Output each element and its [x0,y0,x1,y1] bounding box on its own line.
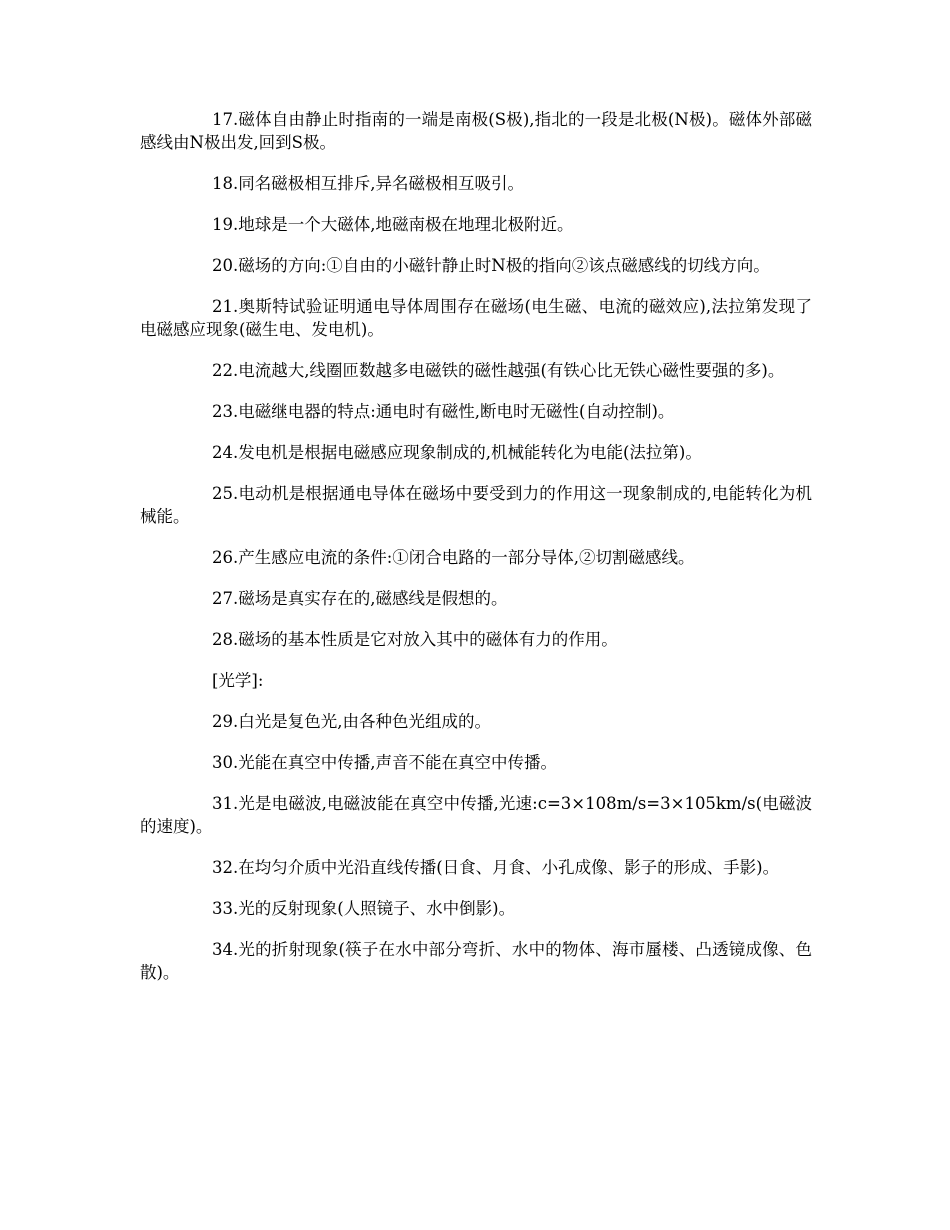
paragraph-33: 33.光的反射现象(人照镜子、水中倒影)。 [212,899,516,918]
paragraph-21: 21.奥斯特试验证明通电导体周围存在磁场(电生磁、电流的磁效应),法拉第发现了电磁感应现象(磁生电、发电机)。 [140,297,812,339]
paragraph-23: 23.电磁继电器的特点:通电时有磁性,断电时无磁性(自动控制)。 [212,402,675,421]
paragraph-22: 22.电流越大,线圈匝数越多电磁铁的磁性越强(有铁心比无铁心磁性要强的多)。 [212,361,785,380]
paragraph-28: 28.磁场的基本性质是它对放入其中的磁体有力的作用。 [212,630,618,649]
paragraph-20: 20.磁场的方向:①自由的小磁针静止时N极的指向②该点磁感线的切线方向。 [212,256,770,275]
paragraph-30: 30.光能在真空中传播,声音不能在真空中传播。 [212,753,557,772]
document-page [140,108,812,1002]
paragraph-34: 34.光的折射现象(筷子在水中部分弯折、水中的物体、海市蜃楼、凸透镜成像、色散)。 [140,940,812,982]
section-heading-optics: [光学]: [212,671,264,690]
paragraph-26: 26.产生感应电流的条件:①闭合电路的一部分导体,②切割磁感线。 [212,548,695,567]
paragraph-19: 19.地球是一个大磁体,地磁南极在地理北极附近。 [212,215,574,234]
paragraph-32: 32.在均匀介质中光沿直线传播(日食、月食、小孔成像、影子的形成、手影)。 [212,858,780,877]
paragraph-31: 31.光是电磁波,电磁波能在真空中传播,光速:c=3×108m/s=3×105km/s(电磁波的速度)。 [140,794,812,836]
paragraph-25: 25.电动机是根据通电导体在磁场中要受到力的作用这一现象制成的,电能转化为机械能。 [140,484,812,526]
paragraph-17: 17.磁体自由静止时指南的一端是南极(S极),指北的一段是北极(N极)。磁体外部磁感线由N极出发,回到S极。 [140,110,812,152]
paragraph-24: 24.发电机是根据电磁感应现象制成的,机械能转化为电能(法拉第)。 [212,443,702,462]
paragraph-18: 18.同名磁极相互排斥,异名磁极相互吸引。 [212,174,524,193]
paragraph-29: 29.白光是复色光,由各种色光组成的。 [212,712,491,731]
paragraph-27: 27.磁场是真实存在的,磁感线是假想的。 [212,589,508,608]
